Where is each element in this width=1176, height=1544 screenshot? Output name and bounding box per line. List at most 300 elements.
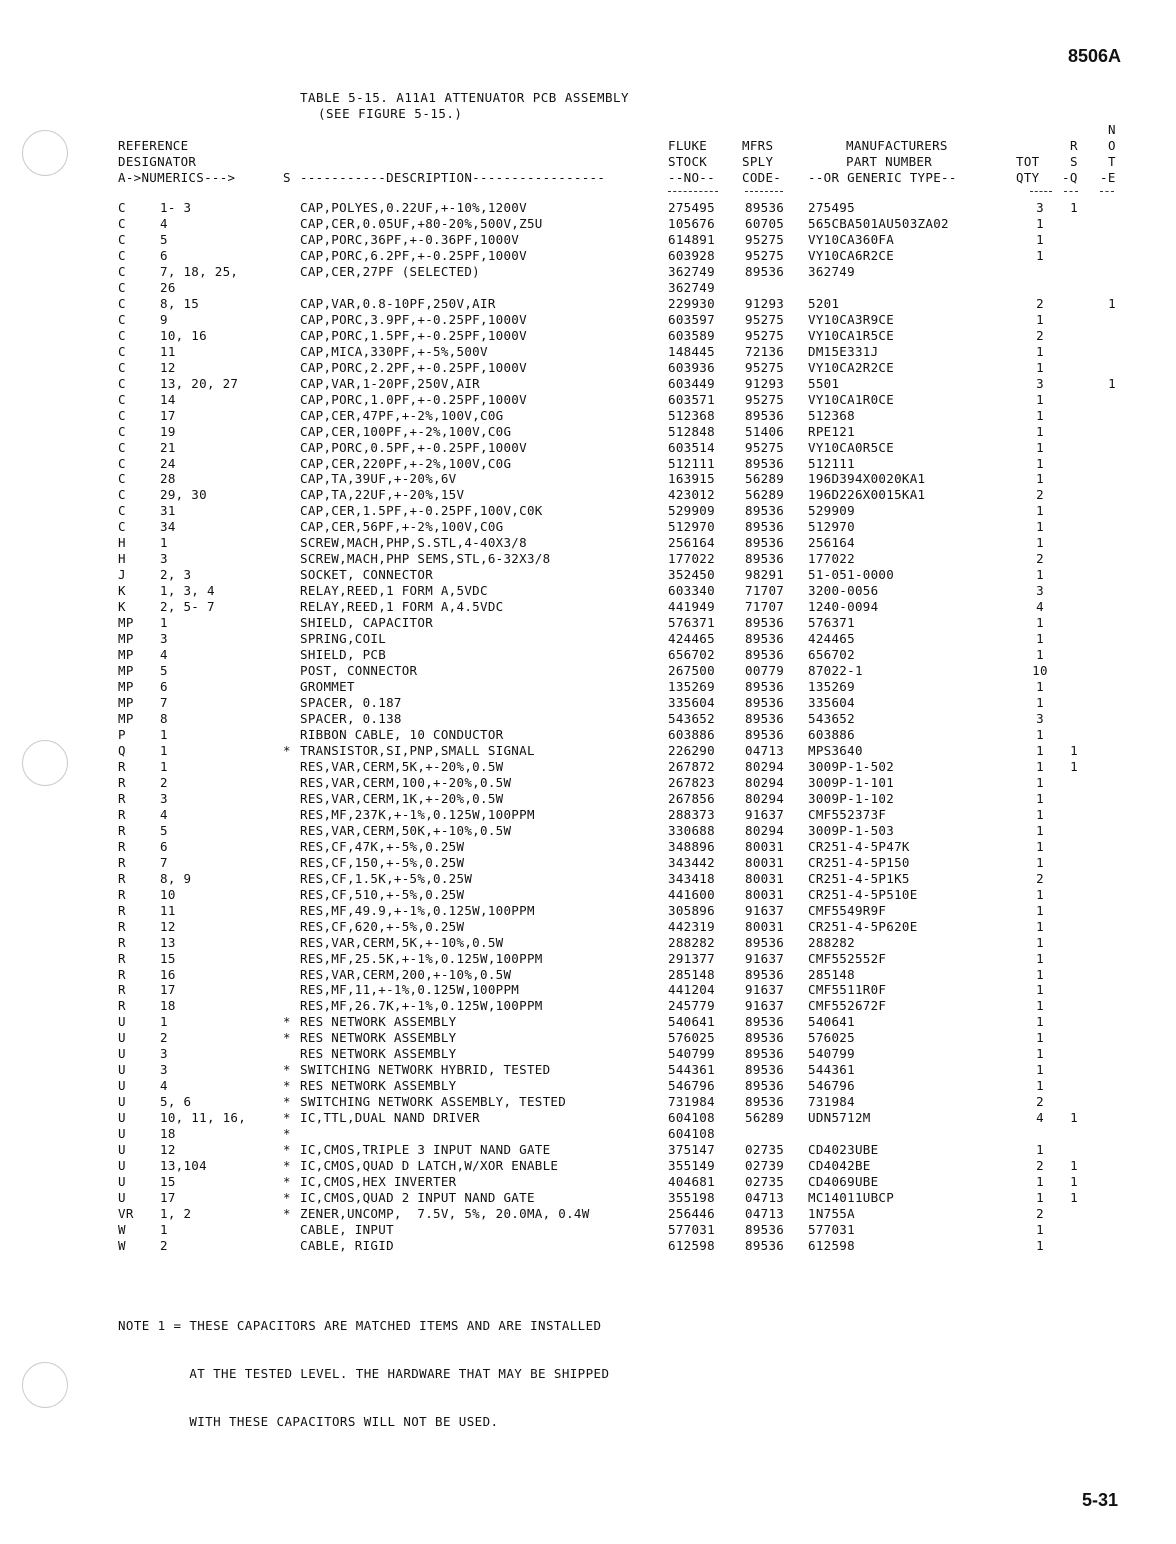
mfr-part-number: VY10CA1R0CE — [808, 391, 895, 407]
ref-number: 18 — [160, 1126, 176, 1142]
fluke-stock-no: 603514 — [668, 439, 715, 455]
description: RES NETWORK ASSEMBLY — [300, 1078, 457, 1094]
mfr-supply-code: 89536 — [745, 631, 785, 647]
header-stock-2: STOCK — [668, 154, 708, 169]
table-row — [0, 647, 1176, 663]
ref-type: C — [118, 391, 126, 407]
ref-type: VR — [118, 1206, 134, 1222]
table-row — [0, 471, 1176, 487]
header-stock-3: --NO-- — [668, 170, 715, 185]
recommended-qty: 1 — [1070, 1174, 1078, 1190]
ref-type: C — [118, 215, 126, 231]
description: SWITCHING NETWORK ASSEMBLY, TESTED — [300, 1094, 567, 1110]
header-qty-2: QTY — [1016, 170, 1040, 185]
ref-type: Q — [118, 742, 126, 758]
ref-type: R — [118, 758, 126, 774]
table-row — [0, 727, 1176, 743]
table-row — [0, 855, 1176, 871]
total-qty: 1 — [1036, 631, 1044, 647]
mfr-part-number: 603886 — [808, 726, 855, 742]
mfr-supply-code: 89536 — [745, 263, 785, 279]
table-row — [0, 344, 1176, 360]
table-row — [0, 216, 1176, 232]
total-qty: 1 — [1036, 615, 1044, 631]
recommended-qty: 1 — [1070, 1110, 1078, 1126]
fluke-stock-no: 291377 — [668, 950, 715, 966]
mfr-supply-code: 89536 — [745, 934, 785, 950]
mfr-supply-code: 89536 — [745, 200, 785, 215]
ref-number: 10, 11, 16, — [160, 1110, 247, 1126]
table-row — [0, 567, 1176, 583]
mfr-supply-code: 80031 — [745, 870, 785, 886]
ref-number: 26 — [160, 279, 176, 295]
total-qty: 1 — [1036, 407, 1044, 423]
ref-number: 31 — [160, 503, 176, 519]
table-row — [0, 1238, 1176, 1254]
mfr-part-number: CR251-4-5P150 — [808, 854, 910, 870]
mfr-part-number: CR251-4-5P47K — [808, 838, 910, 854]
table-note — [118, 1286, 609, 1446]
description: RES,VAR,CERM,200,+-10%,0.5W — [300, 966, 512, 982]
ref-number: 12 — [160, 359, 176, 375]
table-row — [0, 998, 1176, 1014]
mfr-supply-code: 95275 — [745, 359, 785, 375]
total-qty: 1 — [1036, 774, 1044, 790]
description: RES,CF,620,+-5%,0.25W — [300, 918, 465, 934]
ref-type: U — [118, 1014, 126, 1030]
table-row — [0, 919, 1176, 935]
ref-number: 28 — [160, 471, 176, 487]
table-row — [0, 1110, 1176, 1126]
table-row — [0, 1222, 1176, 1238]
mfr-part-number: 275495 — [808, 200, 855, 215]
mfr-part-number: 540641 — [808, 1014, 855, 1030]
total-qty: 1 — [1036, 854, 1044, 870]
header-mfr-3: CODE- — [742, 170, 782, 185]
recommended-star: * — [283, 1062, 291, 1078]
total-qty: 3 — [1036, 711, 1044, 726]
ref-number: 1 — [160, 1014, 168, 1030]
mfr-part-number: 656702 — [808, 647, 855, 663]
total-qty: 1 — [1036, 215, 1044, 231]
description: ZENER,UNCOMP, 7.5V, 5%, 20.0MA, 0.4W — [300, 1206, 590, 1222]
mfr-supply-code: 89536 — [745, 679, 785, 695]
fluke-stock-no: 285148 — [668, 966, 715, 982]
total-qty: 1 — [1036, 902, 1044, 918]
total-qty: 1 — [1036, 1062, 1044, 1078]
total-qty: 1 — [1036, 359, 1044, 375]
fluke-stock-no: 267856 — [668, 790, 715, 806]
mfr-part-number: 424465 — [808, 631, 855, 647]
ref-number: 16 — [160, 966, 176, 982]
mfr-supply-code: 80031 — [745, 886, 785, 902]
ref-number: 13,104 — [160, 1158, 207, 1174]
ref-type: C — [118, 327, 126, 343]
table-row — [0, 1126, 1176, 1142]
description: RES NETWORK ASSEMBLY — [300, 1046, 457, 1062]
total-qty: 1 — [1036, 886, 1044, 902]
ref-type: U — [118, 1078, 126, 1094]
note-ref: 1 — [1108, 375, 1116, 391]
table-row — [0, 1190, 1176, 1206]
ref-number: 17 — [160, 1190, 176, 1206]
description: TRANSISTOR,SI,PNP,SMALL SIGNAL — [300, 742, 535, 758]
ref-number: 15 — [160, 1174, 176, 1190]
ref-number: 15 — [160, 950, 176, 966]
description: SWITCHING NETWORK HYBRID, TESTED — [300, 1062, 551, 1078]
table-row — [0, 583, 1176, 599]
fluke-stock-no: 256164 — [668, 535, 715, 551]
ref-type: U — [118, 1046, 126, 1062]
table-title: TABLE 5-15. A11A1 ATTENUATOR PCB ASSEMBLY — [300, 90, 630, 105]
ref-type: U — [118, 1126, 126, 1142]
total-qty: 1 — [1036, 343, 1044, 359]
fluke-stock-no: 288373 — [668, 806, 715, 822]
ref-type: U — [118, 1110, 126, 1126]
ref-type: MP — [118, 711, 134, 726]
header-note-2: O — [1108, 138, 1116, 153]
mfr-part-number: 3009P-1-101 — [808, 774, 895, 790]
mfr-supply-code: 91293 — [745, 375, 785, 391]
total-qty: 1 — [1036, 503, 1044, 519]
description: CAP,PORC,3.9PF,+-0.25PF,1000V — [300, 311, 527, 327]
mfr-part-number: 288282 — [808, 934, 855, 950]
header-ref-1: REFERENCE — [118, 138, 189, 153]
fluke-stock-no: 603571 — [668, 391, 715, 407]
fluke-stock-no: 245779 — [668, 998, 715, 1014]
total-qty: 1 — [1036, 742, 1044, 758]
table-row — [0, 1014, 1176, 1030]
mfr-supply-code: 80294 — [745, 774, 785, 790]
description: IC,CMOS,QUAD D LATCH,W/XOR ENABLE — [300, 1158, 559, 1174]
mfr-part-number: 540799 — [808, 1046, 855, 1062]
mfr-supply-code: 04713 — [745, 742, 785, 758]
mfr-supply-code: 89536 — [745, 551, 785, 567]
ref-type: U — [118, 1190, 126, 1206]
mfr-supply-code: 89536 — [745, 726, 785, 742]
fluke-stock-no: 529909 — [668, 503, 715, 519]
mfr-supply-code: 89536 — [745, 1014, 785, 1030]
ref-type: MP — [118, 663, 134, 679]
ref-type: C — [118, 455, 126, 471]
fluke-stock-no: 355198 — [668, 1190, 715, 1206]
mfr-supply-code: 89536 — [745, 1030, 785, 1046]
description: RELAY,REED,1 FORM A,5VDC — [300, 583, 488, 599]
recommended-star: * — [283, 742, 291, 758]
ref-number: 19 — [160, 423, 176, 439]
total-qty: 1 — [1036, 391, 1044, 407]
header-ref-3: A->NUMERICS---> — [118, 170, 236, 185]
ref-type: R — [118, 998, 126, 1014]
mfr-supply-code: 80031 — [745, 854, 785, 870]
ref-type: C — [118, 263, 126, 279]
description: CAP,CER,220PF,+-2%,100V,C0G — [300, 455, 512, 471]
header-note-4: -E — [1100, 170, 1116, 185]
ref-number: 21 — [160, 439, 176, 455]
description: SPACER, 0.138 — [300, 711, 402, 726]
mfr-supply-code: 95275 — [745, 247, 785, 263]
description: RES,VAR,CERM,50K,+-10%,0.5W — [300, 822, 512, 838]
ref-number: 2, 3 — [160, 567, 192, 583]
recommended-star: * — [283, 1174, 291, 1190]
mfr-part-number: CMF552672F — [808, 998, 887, 1014]
table-row — [0, 791, 1176, 807]
mfr-part-number: MC14011UBCP — [808, 1190, 895, 1206]
fluke-stock-no: 543652 — [668, 711, 715, 726]
description: RES,MF,25.5K,+-1%,0.125W,100PPM — [300, 950, 543, 966]
mfr-supply-code: 89536 — [745, 695, 785, 711]
ref-number: 4 — [160, 1078, 168, 1094]
fluke-stock-no: 267500 — [668, 663, 715, 679]
fluke-stock-no: 512368 — [668, 407, 715, 423]
table-row — [0, 982, 1176, 998]
table-row — [0, 312, 1176, 328]
total-qty: 3 — [1036, 375, 1044, 391]
description: SHIELD, CAPACITOR — [300, 615, 434, 631]
mfr-supply-code: 89536 — [745, 535, 785, 551]
ref-number: 2, 5- 7 — [160, 599, 215, 615]
mfr-part-number: VY10CA2R2CE — [808, 359, 895, 375]
ref-type: R — [118, 790, 126, 806]
mfr-part-number: 512970 — [808, 519, 855, 535]
description: CAP,VAR,0.8-10PF,250V,AIR — [300, 295, 496, 311]
description: SPRING,COIL — [300, 631, 387, 647]
total-qty: 1 — [1036, 998, 1044, 1014]
ref-type: MP — [118, 679, 134, 695]
fluke-stock-no: 512111 — [668, 455, 715, 471]
fluke-stock-no: 576025 — [668, 1030, 715, 1046]
description: RES NETWORK ASSEMBLY — [300, 1014, 457, 1030]
mfr-part-number: 1N755A — [808, 1206, 855, 1222]
description: CAP,CER,47PF,+-2%,100V,C0G — [300, 407, 504, 423]
recommended-star: * — [283, 1014, 291, 1030]
ref-type: W — [118, 1237, 126, 1253]
mfr-supply-code: 89536 — [745, 966, 785, 982]
description: SCREW,MACH,PHP SEMS,STL,6-32X3/8 — [300, 551, 551, 567]
mfr-part-number: VY10CA3R9CE — [808, 311, 895, 327]
mfr-part-number: CMF5511R0F — [808, 982, 887, 998]
table-row — [0, 456, 1176, 472]
fluke-stock-no: 603597 — [668, 311, 715, 327]
mfr-supply-code: 71707 — [745, 583, 785, 599]
ref-number: 7, 18, 25, — [160, 263, 239, 279]
description: RES,CF,150,+-5%,0.25W — [300, 854, 465, 870]
ref-type: C — [118, 343, 126, 359]
table-row — [0, 248, 1176, 264]
ref-type: R — [118, 774, 126, 790]
fluke-stock-no: 226290 — [668, 742, 715, 758]
mfr-supply-code: 56289 — [745, 1110, 785, 1126]
table-subtitle: (SEE FIGURE 5-15.) — [318, 106, 463, 121]
header-ref-2: DESIGNATOR — [118, 154, 197, 169]
note-ref: 1 — [1108, 295, 1116, 311]
fluke-stock-no: 404681 — [668, 1174, 715, 1190]
fluke-stock-no: 603340 — [668, 583, 715, 599]
description: RES,MF,11,+-1%,0.125W,100PPM — [300, 982, 520, 998]
ref-type: U — [118, 1174, 126, 1190]
description: CAP,PORC,1.0PF,+-0.25PF,1000V — [300, 391, 527, 407]
recommended-star: * — [283, 1094, 291, 1110]
ref-number: 10 — [160, 886, 176, 902]
mfr-supply-code: 56289 — [745, 471, 785, 487]
mfr-supply-code: 04713 — [745, 1190, 785, 1206]
table-row — [0, 743, 1176, 759]
total-qty: 2 — [1036, 1094, 1044, 1110]
description: SPACER, 0.187 — [300, 695, 402, 711]
mfr-supply-code: 02739 — [745, 1158, 785, 1174]
table-row — [0, 1062, 1176, 1078]
fluke-stock-no: 576371 — [668, 615, 715, 631]
ref-type: U — [118, 1030, 126, 1046]
total-qty: 1 — [1036, 471, 1044, 487]
ref-number: 10, 16 — [160, 327, 207, 343]
ref-number: 7 — [160, 854, 168, 870]
ref-type: R — [118, 902, 126, 918]
fluke-stock-no: 267823 — [668, 774, 715, 790]
ref-type: MP — [118, 647, 134, 663]
fluke-stock-no: 614891 — [668, 231, 715, 247]
ref-type: R — [118, 870, 126, 886]
table-row — [0, 1078, 1176, 1094]
ref-number: 1 — [160, 535, 168, 551]
fluke-stock-no: 288282 — [668, 934, 715, 950]
mfr-part-number: 256164 — [808, 535, 855, 551]
ref-number: 17 — [160, 982, 176, 998]
mfr-part-number: 546796 — [808, 1078, 855, 1094]
ref-number: 5 — [160, 663, 168, 679]
description: RES,CF,1.5K,+-5%,0.25W — [300, 870, 473, 886]
description: POST, CONNECTOR — [300, 663, 418, 679]
table-row — [0, 1158, 1176, 1174]
table-row — [0, 551, 1176, 567]
description: RES,VAR,CERM,5K,+-20%,0.5W — [300, 758, 504, 774]
ref-type: W — [118, 1222, 126, 1237]
fluke-stock-no: 355149 — [668, 1158, 715, 1174]
mfr-supply-code: 89536 — [745, 1222, 785, 1237]
description: IC,CMOS,HEX INVERTER — [300, 1174, 457, 1190]
table-row — [0, 232, 1176, 248]
fluke-stock-no: 275495 — [668, 200, 715, 215]
table-row — [0, 903, 1176, 919]
mfr-supply-code: 80294 — [745, 822, 785, 838]
mfr-part-number: CD4069UBE — [808, 1174, 879, 1190]
mfr-supply-code: 89536 — [745, 1094, 785, 1110]
description: CAP,VAR,1-20PF,250V,AIR — [300, 375, 480, 391]
total-qty: 4 — [1036, 1110, 1044, 1126]
fluke-stock-no: 362749 — [668, 263, 715, 279]
description: RES,MF,49.9,+-1%,0.125W,100PPM — [300, 902, 535, 918]
ref-number: 11 — [160, 343, 176, 359]
total-qty: 2 — [1036, 1158, 1044, 1174]
fluke-stock-no: 512848 — [668, 423, 715, 439]
total-qty: 1 — [1036, 1046, 1044, 1062]
description: CAP,PORC,2.2PF,+-0.25PF,1000V — [300, 359, 527, 375]
table-row — [0, 440, 1176, 456]
mfr-part-number: 565CBA501AU503ZA02 — [808, 215, 949, 231]
table-row — [0, 663, 1176, 679]
description: SOCKET, CONNECTOR — [300, 567, 434, 583]
recommended-star: * — [283, 1110, 291, 1126]
mfr-part-number: 1240-0094 — [808, 599, 879, 615]
total-qty: 1 — [1036, 982, 1044, 998]
table-row — [0, 1142, 1176, 1158]
ref-type: C — [118, 471, 126, 487]
ref-number: 4 — [160, 806, 168, 822]
mfr-supply-code: 80031 — [745, 918, 785, 934]
table-row — [0, 1030, 1176, 1046]
ref-number: 34 — [160, 519, 176, 535]
fluke-stock-no: 441949 — [668, 599, 715, 615]
table-row — [0, 487, 1176, 503]
total-qty: 1 — [1036, 1142, 1044, 1158]
mfr-supply-code: 91637 — [745, 982, 785, 998]
ref-number: 1 — [160, 726, 168, 742]
fluke-stock-no: 163915 — [668, 471, 715, 487]
ref-number: 8 — [160, 711, 168, 726]
table-row — [0, 871, 1176, 887]
ref-number: 11 — [160, 902, 176, 918]
table-row — [0, 1094, 1176, 1110]
table-row — [0, 951, 1176, 967]
header-rule — [668, 191, 718, 192]
ref-number: 1, 3, 4 — [160, 583, 215, 599]
total-qty: 1 — [1036, 519, 1044, 535]
mfr-part-number: 3009P-1-102 — [808, 790, 895, 806]
table-row — [0, 296, 1176, 312]
table-row — [0, 679, 1176, 695]
description: CAP,PORC,36PF,+-0.36PF,1000V — [300, 231, 520, 247]
total-qty: 4 — [1036, 599, 1044, 615]
mfr-supply-code: 89536 — [745, 711, 785, 726]
mfr-part-number: 3200-0056 — [808, 583, 879, 599]
fluke-stock-no: 612598 — [668, 1237, 715, 1253]
recommended-star: * — [283, 1206, 291, 1222]
table-row — [0, 615, 1176, 631]
mfr-supply-code: 91637 — [745, 806, 785, 822]
header-rule — [1064, 191, 1078, 192]
description: IC,CMOS,TRIPLE 3 INPUT NAND GATE — [300, 1142, 551, 1158]
table-row — [0, 535, 1176, 551]
fluke-stock-no: 229930 — [668, 295, 715, 311]
fluke-stock-no: 603886 — [668, 726, 715, 742]
total-qty: 2 — [1036, 295, 1044, 311]
fluke-stock-no: 604108 — [668, 1126, 715, 1142]
fluke-stock-no: 731984 — [668, 1094, 715, 1110]
mfr-part-number: CMF5549R9F — [808, 902, 887, 918]
total-qty: 1 — [1036, 231, 1044, 247]
fluke-stock-no: 305896 — [668, 902, 715, 918]
table-row — [0, 264, 1176, 280]
ref-type: R — [118, 982, 126, 998]
fluke-stock-no: 348896 — [668, 838, 715, 854]
header-note-1: N — [1108, 122, 1116, 137]
total-qty: 1 — [1036, 439, 1044, 455]
description: CABLE, INPUT — [300, 1222, 394, 1237]
ref-type: C — [118, 423, 126, 439]
ref-number: 9 — [160, 311, 168, 327]
ref-type: P — [118, 726, 126, 742]
mfr-supply-code: 56289 — [745, 487, 785, 503]
mfr-part-number: 177022 — [808, 551, 855, 567]
recommended-star: * — [283, 1142, 291, 1158]
total-qty: 2 — [1036, 1206, 1044, 1222]
mfr-part-number: 512368 — [808, 407, 855, 423]
ref-type: R — [118, 806, 126, 822]
description: CAP,TA,22UF,+-20%,15V — [300, 487, 465, 503]
mfr-supply-code: 89536 — [745, 1078, 785, 1094]
description: CAP,TA,39UF,+-20%,6V — [300, 471, 457, 487]
mfr-part-number: 543652 — [808, 711, 855, 726]
